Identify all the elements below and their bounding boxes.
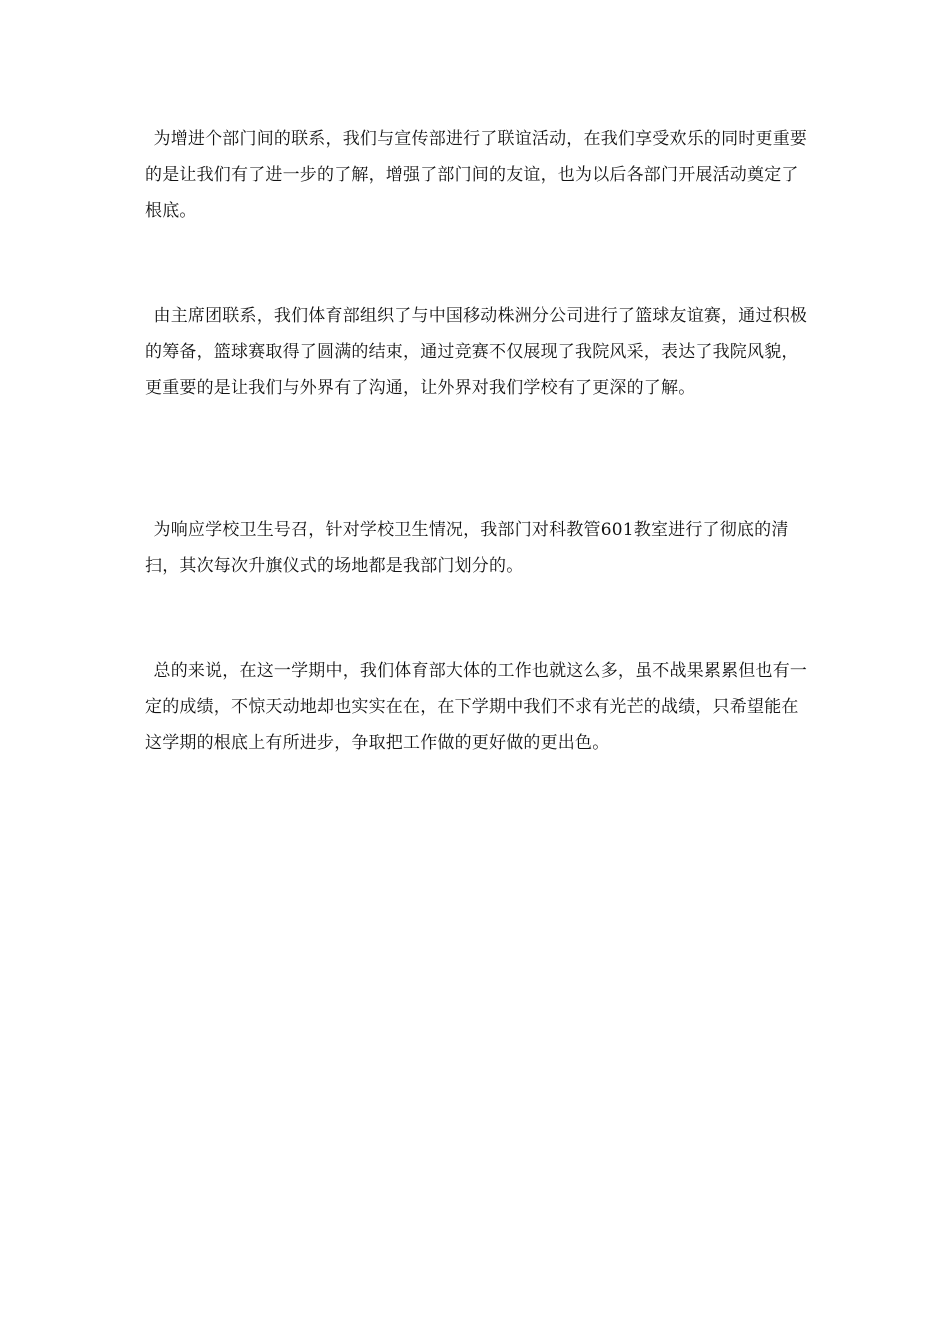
paragraph-hygiene-cleanup: 为响应学校卫生号召，针对学校卫生情况，我部门对科教管601教室进行了彻底的清扫，其次每次升旗仪式的场地都是我部门划分的。	[145, 520, 789, 576]
paragraph-basketball-friendly: 由主席团联系，我们体育部组织了与中国移动株洲分公司进行了篮球友谊赛，通过积极的筹备，篮球赛取得了圆满的结束，通过竞赛不仅展现了我院风采，表达了我院风貌，更重要的是让我们与外界有了沟通，让外界对我们学校有了更深的了解。	[145, 306, 808, 398]
paragraph-department-liaison: 为增进个部门间的联系，我们与宣传部进行了联谊活动，在我们享受欢乐的同时更重要的是让我们有了进一步的了解，增强了部门间的友谊，也为以后各部门开展活动奠定了根底。	[145, 129, 808, 221]
paragraph-summary: 总的来说，在这一学期中，我们体育部大体的工作也就这么多，虽不战果累累但也有一定的成绩，不惊天动地却也实实在在，在下学期中我们不求有光芒的战绩，只希望能在这学期的根底上有所进步，争取把工作做的更好做的更出色。	[145, 661, 808, 753]
